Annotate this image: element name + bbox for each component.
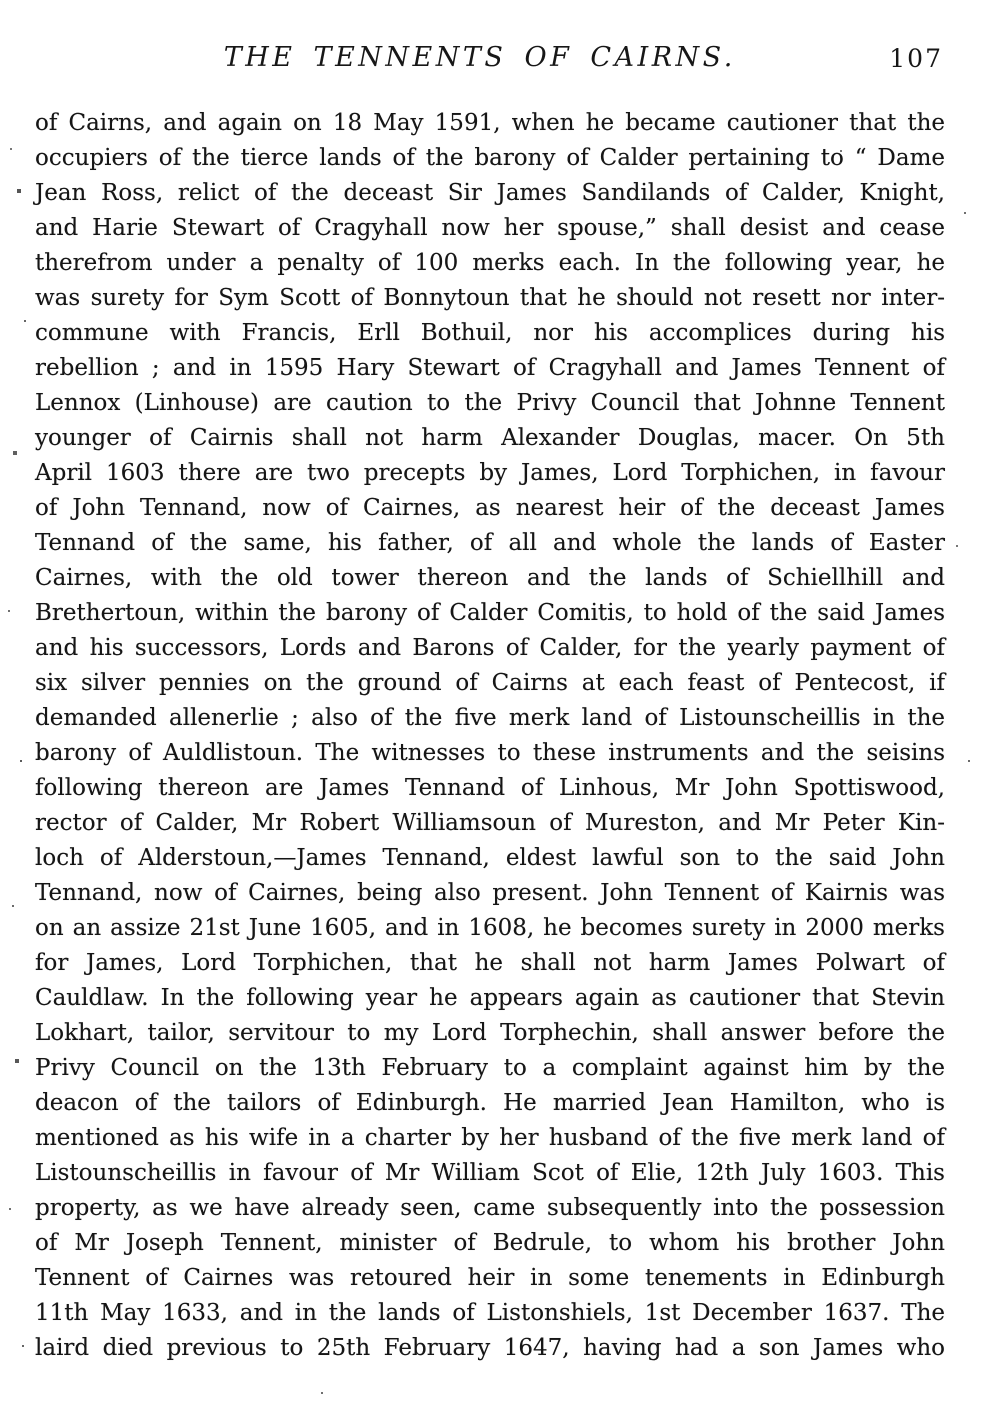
text-line: Tennand, now of Cairnes, being also present. John Tennent of Kairnis was xyxy=(35,880,945,906)
body-text xyxy=(35,106,945,1366)
text-line: loch of Alderstoun,—James Tennand, eldest lawful son to the said John xyxy=(35,845,945,871)
text-line: Cauldlaw. In the following year he appears again as cautioner that Stevin xyxy=(35,985,945,1011)
text-line: of John Tennand, now of Cairnes, as nearest heir of the deceast James xyxy=(35,495,945,521)
text-line: occupiers of the tierce lands of the barony of Calder pertaining to “ Dame xyxy=(35,145,945,171)
scan-speckles xyxy=(0,0,2,2)
text-line: deacon of the tailors of Edinburgh. He married Jean Hamilton, who is xyxy=(35,1090,945,1116)
text-line: and Harie Stewart of Cragyhall now her spouse,” shall desist and cease xyxy=(35,215,945,241)
text-line: Tennand of the same, his father, of all and whole the lands of Easter xyxy=(35,530,945,556)
text-line: Tennent of Cairnes was retoured heir in some tenements in Edinburgh xyxy=(35,1265,945,1291)
text-line: of Mr Joseph Tennent, minister of Bedrule, to whom his brother John xyxy=(35,1230,945,1256)
text-line: on an assize 21st June 1605, and in 1608, he becomes surety in 2000 merks xyxy=(35,915,945,941)
page-number: 107 xyxy=(889,44,943,73)
text-line: mentioned as his wife in a charter by her husband of the five merk land of xyxy=(35,1125,945,1151)
text-line: therefrom under a penalty of 100 merks each. In the following year, he xyxy=(35,250,945,276)
text-line: Jean Ross, relict of the deceast Sir James Sandilands of Calder, Knight, xyxy=(35,180,945,206)
text-line: barony of Auldlistoun. The witnesses to these instruments and the seisins xyxy=(35,740,945,766)
text-line: for James, Lord Torphichen, that he shall not harm James Polwart of xyxy=(35,950,945,976)
text-line: Privy Council on the 13th February to a complaint against him by the xyxy=(35,1055,945,1081)
page-title: THE TENNENTS OF CAIRNS. xyxy=(223,42,736,73)
text-line: younger of Cairnis shall not harm Alexander Douglas, macer. On 5th xyxy=(35,425,945,451)
text-line: and his successors, Lords and Barons of Calder, for the yearly payment of xyxy=(35,635,945,661)
text-line: rebellion ; and in 1595 Hary Stewart of Cragyhall and James Tennent of xyxy=(35,355,945,381)
text-line: commune with Francis, Erll Bothuil, nor his accomplices during his xyxy=(35,320,945,346)
text-line: laird died previous to 25th February 1647, having had a son James who xyxy=(35,1335,945,1361)
text-line: of Cairns, and again on 18 May 1591, when he became cautioner that the xyxy=(35,110,945,136)
text-line: 11th May 1633, and in the lands of Listonshiels, 1st December 1637. The xyxy=(35,1300,945,1326)
text-line: following thereon are James Tennand of Linhous, Mr John Spottiswood, xyxy=(35,775,945,801)
text-line: Brethertoun, within the barony of Calder Comitis, to hold of the said James xyxy=(35,600,945,626)
running-header xyxy=(35,42,945,82)
text-line: Listounscheillis in favour of Mr William Scot of Elie, 12th July 1603. This xyxy=(35,1160,945,1186)
text-line: six silver pennies on the ground of Cairns at each feast of Pentecost, if xyxy=(35,670,945,696)
text-line: was surety for Sym Scott of Bonnytoun that he should not resett nor inter- xyxy=(35,285,945,311)
text-line: demanded allenerlie ; also of the five merk land of Listounscheillis in the xyxy=(35,705,945,731)
text-line: April 1603 there are two precepts by James, Lord Torphichen, in favour xyxy=(35,460,945,486)
text-line: Lennox (Linhouse) are caution to the Privy Council that Johnne Tennent xyxy=(35,390,945,416)
text-line: Lokhart, tailor, servitour to my Lord Torphechin, shall answer before the xyxy=(35,1020,945,1046)
text-line: rector of Calder, Mr Robert Williamsoun of Mureston, and Mr Peter Kin- xyxy=(35,810,945,836)
text-line: property, as we have already seen, came subsequently into the possession xyxy=(35,1195,945,1221)
text-line: Cairnes, with the old tower thereon and the lands of Schiellhill and xyxy=(35,565,945,591)
